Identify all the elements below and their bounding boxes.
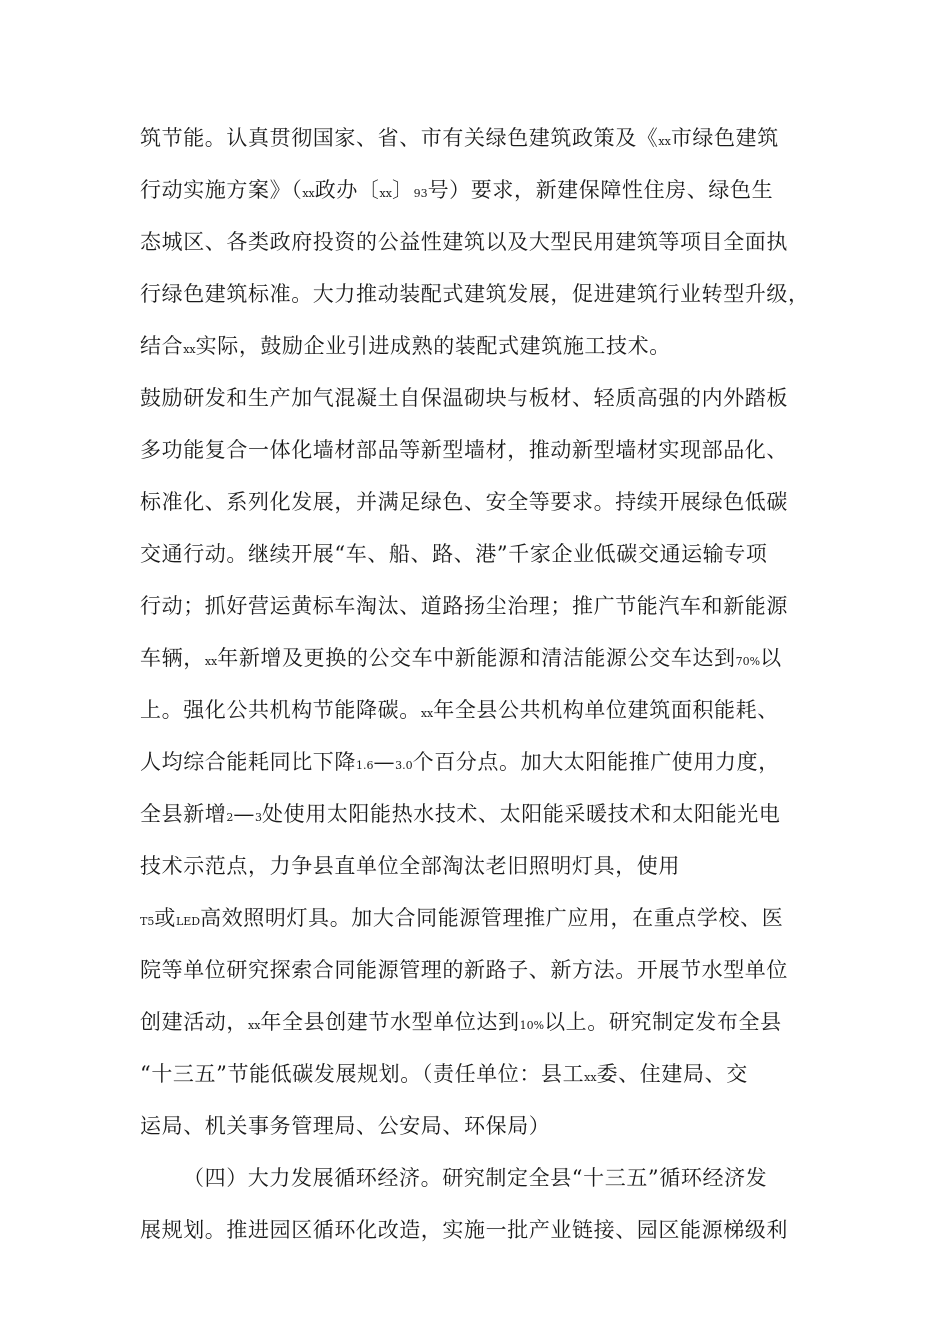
text-line (140, 332, 671, 364)
text-run: 交通行动。继续开展“车、船、路、港”千家企业低碳交通运输专项 (140, 542, 768, 566)
small-text-run: 2 (226, 811, 234, 824)
small-text-run: 1.6 (356, 759, 374, 772)
text-run: 〕 (391, 178, 414, 202)
text-run: 号）要求，新建保障性住房、绿色生 (427, 178, 774, 202)
small-text-run: xx (204, 655, 218, 668)
text-line (140, 384, 788, 412)
small-text-run: xx (248, 1019, 261, 1032)
small-text-run: 70% (735, 655, 761, 668)
small-text-run: 3.0 (395, 759, 413, 772)
text-run: 年新增及更换的公交车中新能源和清洁能源公交车达到 (217, 646, 736, 670)
text-line (140, 1060, 748, 1092)
text-line (140, 800, 780, 832)
text-line (140, 1008, 782, 1040)
text-run: 高效照明灯具。加大合同能源管理推广应用，在重点学校、医 (200, 906, 784, 930)
text-line (140, 280, 810, 308)
small-text-run: xx (584, 1071, 597, 1084)
text-run: 人均综合能耗同比下降 (140, 750, 356, 774)
small-text-run: LED (175, 915, 201, 928)
text-run: 行动；抓好营运黄标车淘汰、道路扬尘治理；推广节能汽车和新能源 (140, 594, 788, 618)
text-run: （四）大力发展循环经济。研究制定全县“十三五”循环经济发 (183, 1166, 768, 1190)
small-text-run: xx (420, 707, 434, 720)
text-run: 上。强化公共机构节能降碳。 (140, 698, 421, 722)
small-text-run: 3 (255, 811, 263, 824)
text-run: 技术示范点，力争县直单位全部淘汰老旧照明灯具，使用 (140, 854, 680, 878)
text-line (140, 436, 788, 464)
text-line (140, 852, 680, 880)
text-run: 以上。研究制定发布全县 (544, 1010, 782, 1034)
text-run: 政办〔 (314, 178, 380, 202)
text-line (140, 228, 788, 256)
small-text-run: 10% (519, 1019, 545, 1032)
text-run: 个百分点。加大太阳能推广使用力度， (412, 750, 780, 774)
text-run: 态城区、各类政府投资的公益性建筑以及大型民用建筑等项目全面执 (140, 230, 788, 254)
text-run: 以 (760, 646, 782, 670)
text-run: 实际，鼓励企业引进成熟的装配式建筑施工技术。 (195, 334, 671, 358)
text-run: 或 (154, 906, 176, 930)
text-line (140, 1216, 788, 1244)
text-line (140, 956, 788, 984)
small-text-run: xx (379, 187, 392, 200)
text-line (140, 1112, 550, 1140)
text-line (140, 644, 782, 676)
text-line (140, 696, 779, 728)
text-run: 创建活动， (140, 1010, 248, 1034)
text-line (140, 176, 773, 208)
text-run: 年全县公共机构单位建筑面积能耗、 (433, 698, 779, 722)
text-line (140, 540, 767, 568)
text-run: 筑节能。认真贯彻国家、省、市有关绿色建筑政策及《 (140, 126, 659, 150)
text-run: 年全县创建节水型单位达到 (260, 1010, 520, 1034)
text-run: “十三五”节能低碳发展规划。（责任单位：县工 (140, 1062, 585, 1086)
text-run: — (233, 802, 256, 826)
text-run: 市绿色建筑 (670, 126, 779, 150)
text-line (140, 592, 788, 620)
text-run: 行动实施方案》（ (140, 178, 303, 202)
text-line (140, 904, 783, 936)
text-run: 处使用太阳能热水技术、太阳能采暖技术和太阳能光电 (262, 802, 781, 826)
text-run: 全县新增 (140, 802, 227, 826)
text-run: 院等单位研究探索合同能源管理的新路子、新方法。开展节水型单位 (140, 958, 788, 982)
text-run: 多功能复合一体化墙材部品等新型墙材，推动新型墙材实现部品化、 (140, 438, 788, 462)
text-run: 车辆， (140, 646, 205, 670)
small-text-run: xx (658, 135, 671, 148)
text-line (183, 1164, 767, 1192)
small-text-run: xx (302, 187, 315, 200)
small-text-run: T5 (140, 915, 155, 928)
text-run: 行绿色建筑标准。大力推动装配式建筑发展，促进建筑行业转型升级， (140, 282, 810, 306)
text-run: 展规划。推进园区循环化改造，实施一批产业链接、园区能源梯级利 (140, 1218, 788, 1242)
text-line (140, 488, 788, 516)
text-run: 标准化、系列化发展，并满足绿色、安全等要求。持续开展绿色低碳 (140, 490, 788, 514)
text-run: — (373, 750, 396, 774)
text-run: 鼓励研发和生产加气混凝土自保温砌块与板材、轻质高强的内外踏板 (140, 386, 788, 410)
small-text-run: 93 (413, 187, 428, 200)
text-run: 运局、机关事务管理局、公安局、环保局） (140, 1114, 551, 1138)
text-line (140, 124, 779, 156)
small-text-run: xx (183, 343, 196, 356)
text-line (140, 748, 780, 780)
text-run: 结合 (140, 334, 184, 358)
text-run: 委、住建局、交 (596, 1062, 748, 1086)
